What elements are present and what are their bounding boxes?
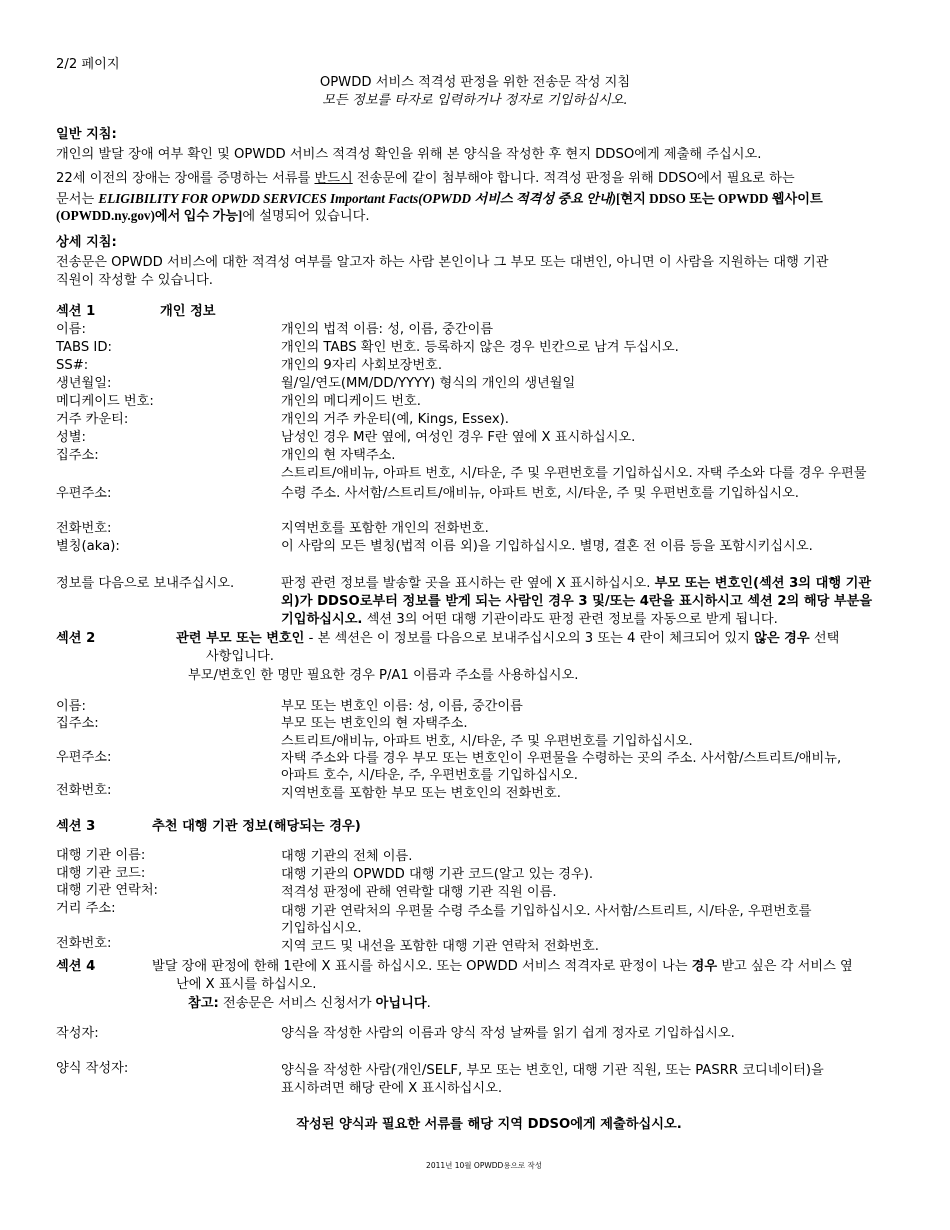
field-desc: 개인의 메디케이드 번호.: [281, 394, 421, 409]
field-key: 우편주소:: [56, 486, 112, 501]
section2-label: 섹션 2: [56, 631, 96, 646]
field-key: 집주소:: [56, 716, 99, 731]
field-desc: 월/일/연도(MM/DD/YYYY) 형식의 개인의 생년월일: [281, 376, 576, 391]
field-desc: 지역번호를 포함한 개인의 전화번호.: [281, 521, 489, 536]
field-key: 이름:: [56, 699, 86, 714]
required-emphasis: 반드시: [314, 171, 353, 186]
section4-label: 섹션 4: [56, 959, 96, 974]
page-subtitle: 모든 정보를 타자로 입력하거나 정자로 기입하십시오.: [322, 93, 628, 108]
detail-heading: 상세 지침:: [56, 235, 117, 250]
eligibility-doc-title: ELIGIBILITY FOR OPWDD SERVICES Important Facts(OPWDD 서비스 적격성 중요 안내): [98, 191, 617, 206]
field-key: 별칭(aka):: [56, 539, 120, 554]
field-desc: 대행 기관 연락처의 우편물 수령 주소를 기입하십시오. 사서함/스트리트, 시/타운, 우편번호를: [281, 904, 812, 919]
field-desc: 수령 주소. 사서함/스트리트/애비뉴, 아파트 번호, 시/타운, 주 및 우편번호를 기입하십시오.: [281, 486, 799, 501]
field-key: SS#:: [56, 358, 89, 373]
section2-note: 부모/변호인 한 명만 필요한 경우 P/A1 이름과 주소를 사용하십시오.: [188, 668, 579, 683]
field-key: 전화번호:: [56, 783, 112, 798]
section4-note: 참고: 전송문은 서비스 신청서가 아닙니다.: [188, 996, 431, 1011]
footer-note: 2011년 10월 OPWDD용으로 작성: [426, 1161, 542, 1170]
field-desc: 지역번호를 포함한 부모 또는 변호인의 전화번호.: [281, 786, 561, 801]
field-desc: 외)가 DDSO로부터 정보를 받게 되는 사람인 경우 3 및/또는 4란을 표시하시고 섹션 2의 해당 부분을: [281, 594, 873, 609]
field-key: 집주소:: [56, 448, 99, 463]
section1-label: 섹션 1: [56, 304, 96, 319]
field-desc: 표시하려면 해당 란에 X 표시하십시오.: [281, 1081, 503, 1096]
section2-heading-line: 관련 부모 또는 변호인 - 본 섹션은 이 정보를 다음으로 보내주십시오의 3 또는 4 란이 체크되어 있지 않은 경우 선택: [176, 631, 840, 646]
field-key: 대행 기관 연락처:: [56, 883, 159, 898]
field-key: 대행 기관 이름:: [56, 848, 146, 863]
field-key: 이름:: [56, 322, 86, 337]
field-desc: 대행 기관의 OPWDD 대행 기관 코드(알고 있는 경우).: [281, 867, 594, 882]
general-p3: 문서는 ELIGIBILITY FOR OPWDD SERVICES Important Facts(OPWDD 서비스 적격성 중요 안내)[현지 DDSO 또는 OPWDD 웹사이트: [56, 191, 823, 207]
field-desc: 이 사람의 모든 별칭(법적 이름 외)을 기입하십시오. 별명, 결혼 전 이름 등을 포함시키십시오.: [281, 539, 813, 554]
field-desc: 아파트 호수, 시/타운, 주, 우편번호를 기입하십시오.: [281, 768, 578, 783]
field-desc: 양식을 작성한 사람의 이름과 양식 작성 날짜를 읽기 쉽게 정자로 기입하십시오.: [281, 1026, 735, 1041]
field-key: 메디케이드 번호:: [56, 394, 154, 409]
field-desc: 개인의 9자리 사회보장번호.: [281, 358, 443, 373]
field-desc: 개인의 현 자택주소.: [281, 448, 396, 463]
field-desc: 부모 또는 변호인 이름: 성, 이름, 중간이름: [281, 699, 523, 714]
field-key: 전화번호:: [56, 521, 112, 536]
field-desc: 지역 코드 및 내선을 포함한 대행 기관 연락처 전화번호.: [281, 939, 599, 954]
page-number: 2/2 페이지: [56, 57, 120, 72]
field-desc: 판정 관련 정보를 발송할 곳을 표시하는 란 옆에 X 표시하십시오. 부모 또는 변호인(섹션 3의 대행 기관: [281, 576, 872, 591]
field-key: 정보를 다음으로 보내주십시오.: [56, 576, 235, 591]
section4-line2: 난에 X 표시를 하십시오.: [176, 977, 317, 992]
field-desc: 적격성 판정에 관해 연락할 대행 기관 직원 이름.: [281, 885, 557, 900]
field-key: 거주 카운티:: [56, 412, 129, 427]
field-key: 작성자:: [56, 1026, 99, 1041]
closing-instruction: 작성된 양식과 필요한 서류를 해당 지역 DDSO에게 제출하십시오.: [296, 1117, 682, 1132]
general-p4: (OPWDD.ny.gov)에서 입수 가능]에 설명되어 있습니다.: [56, 208, 370, 224]
field-key: 거리 주소:: [56, 901, 116, 916]
field-desc: 개인의 TABS 확인 번호. 등록하지 않은 경우 빈칸으로 남겨 두십시오.: [281, 340, 679, 355]
section2-title: 관련 부모 또는 변호인: [176, 631, 305, 646]
section4-line1: 발달 장애 판정에 한해 1란에 X 표시를 하십시오. 또는 OPWDD 서비스 적격자로 판정이 나는 경우 받고 싶은 각 서비스 옆: [152, 959, 853, 974]
field-desc: 대행 기관의 전체 이름.: [281, 849, 413, 864]
field-key: 생년월일:: [56, 376, 112, 391]
field-key: 양식 작성자:: [56, 1061, 129, 1076]
field-key: TABS ID:: [56, 340, 112, 355]
field-key: 전화번호:: [56, 936, 112, 951]
field-desc: 기입하십시오.: [281, 921, 362, 936]
field-desc: 스트리트/애비뉴, 아파트 번호, 시/타운, 주 및 우편번호를 기입하십시오.: [281, 734, 693, 749]
field-desc: 스트리트/애비뉴, 아파트 번호, 시/타운, 주 및 우편번호를 기입하십시오. 자택 주소와 다를 경우 우편물: [281, 466, 867, 481]
field-desc: 개인의 법적 이름: 성, 이름, 중간이름: [281, 322, 494, 337]
field-desc: 양식을 작성한 사람(개인/SELF, 부모 또는 변호인, 대행 기관 직원, 또는 PASRR 코디네이터)을: [281, 1063, 824, 1078]
section2-desc-cont: 사항입니다.: [206, 649, 274, 664]
field-key: 우편주소:: [56, 750, 112, 765]
field-desc: 부모 또는 변호인의 현 자택주소.: [281, 716, 468, 731]
general-heading: 일반 지침:: [56, 127, 117, 142]
detail-p1: 전송문은 OPWDD 서비스에 대한 적격성 여부를 알고자 하는 사람 본인이나 그 부모 또는 대변인, 아니면 이 사람을 지원하는 대행 기관: [56, 255, 829, 270]
general-p2: 22세 이전의 장애는 장애를 증명하는 서류를 반드시 전송문에 같이 첨부해야 합니다. 적격성 판정을 위해 DDSO에서 필요로 하는: [56, 171, 795, 186]
general-p1: 개인의 발달 장애 여부 확인 및 OPWDD 서비스 적격성 확인을 위해 본 양식을 작성한 후 현지 DDSO에게 제출해 주십시오.: [56, 147, 762, 162]
section1-title: 개인 정보: [160, 304, 216, 319]
field-key: 대행 기관 코드:: [56, 866, 146, 881]
section3-label: 섹션 3: [56, 819, 96, 834]
section3-title: 추천 대행 기관 정보(해당되는 경우): [152, 819, 361, 834]
field-desc: 자택 주소와 다를 경우 부모 또는 변호인이 우편물을 수령하는 곳의 주소. 사서함/스트리트/애비뉴,: [281, 751, 842, 766]
page-title: OPWDD 서비스 적격성 판정을 위한 전송문 작성 지침: [319, 75, 631, 90]
field-desc: 남성인 경우 M란 옆에, 여성인 경우 F란 옆에 X 표시하십시오.: [281, 430, 636, 445]
field-key: 성별:: [56, 430, 86, 445]
detail-p2: 직원이 작성할 수 있습니다.: [56, 273, 213, 288]
field-desc: 개인의 거주 카운티(예, Kings, Essex).: [281, 412, 509, 427]
field-desc: 기입하십시오. 섹션 3의 어떤 대행 기관이라도 판정 관련 정보를 자동으로 받게 됩니다.: [281, 612, 778, 627]
